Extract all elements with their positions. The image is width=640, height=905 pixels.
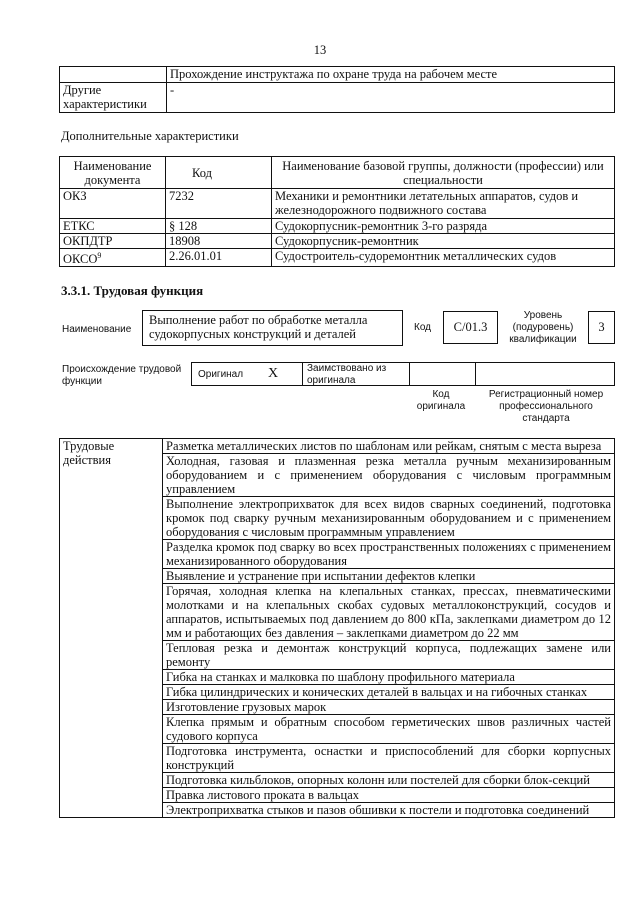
doc-name: ОКСО — [63, 252, 98, 267]
function-code-value: C/01.3 — [453, 320, 488, 334]
function-name-label: Наименование — [62, 324, 132, 335]
labor-action-item: Разметка металлических листов по шаблонам или рейкам, снятым с места выреза — [163, 439, 615, 454]
function-name-box — [142, 310, 403, 346]
borrowed-label: Заимствовано из оригинала — [307, 363, 387, 386]
origin-table — [191, 362, 615, 386]
code-cell: 18908 — [166, 234, 272, 249]
origin-label: Происхождение трудовой функции — [62, 364, 182, 387]
origin-divider-2 — [409, 363, 410, 385]
labor-action-item: Выявление и устранение при испытании дефектов клепки — [163, 569, 615, 584]
labor-actions-table — [59, 438, 615, 818]
labor-action-item: Электроприхватка стыков и пазов обшивки к постели и подготовка соединений — [163, 803, 615, 818]
labor-action-item: Гибка цилиндрических и конических деталей в вальцах и на гибочных станках — [163, 685, 615, 700]
other-characteristics-value: - — [167, 83, 615, 113]
function-name-value: Выполнение работ по обработке металла судокорпусных конструкций и деталей — [149, 313, 368, 341]
labor-actions-label: Трудовые действия — [60, 439, 163, 818]
labor-action-item: Гибка на станках и малковка по шаблону профильного материала — [163, 670, 615, 685]
code-cell: § 128 — [166, 219, 272, 234]
page-number: 13 — [313, 43, 327, 57]
extra-characteristics-heading: Дополнительные характеристики — [61, 129, 239, 143]
doc-cell: ОКПДТР — [60, 234, 166, 249]
labor-action-item: Подготовка инструмента, оснастки и приспособлений для сборки корпусных конструкций — [163, 744, 615, 773]
header-code: Код — [166, 157, 272, 189]
doc-cell: ОКЗ — [60, 189, 166, 219]
code-cell: 7232 — [166, 189, 272, 219]
qualification-level-box — [588, 311, 615, 344]
origin-divider-1 — [302, 363, 303, 385]
qualification-level-value: 3 — [598, 320, 605, 334]
name-cell: Механики и ремонтники летательных аппаратов, судов и железнодорожного подвижного состава — [272, 189, 615, 219]
original-label: Оригинал — [198, 369, 244, 380]
top-table — [59, 66, 615, 113]
original-code-caption: Код оригинала — [416, 389, 466, 412]
top-table-empty-cell — [60, 67, 167, 83]
original-mark: X — [268, 366, 279, 381]
origin-divider-3 — [475, 363, 476, 385]
registration-number-caption: Регистрационный номер профессионального стандарта — [488, 389, 604, 424]
labor-action-item: Изготовление грузовых марок — [163, 700, 615, 715]
section-title: 3.3.1. Трудовая функция — [61, 283, 204, 298]
labor-action-item: Подготовка кильблоков, опорных колонн или постелей для сборки блок-секций — [163, 773, 615, 788]
name-cell: Судостроитель-судоремонтник металлических судов — [272, 249, 615, 267]
footnote-mark: 9 — [97, 251, 102, 260]
labor-action-item: Холодная, газовая и плазменная резка металла ручным механизированным оборудованием и с применением оборудования с числовым программным управлением — [163, 454, 615, 497]
function-code-label: Код — [414, 322, 432, 333]
labor-action-item: Тепловая резка и демонтаж конструкций корпуса, подлежащих замене или ремонту — [163, 641, 615, 670]
qualification-level-label: Уровень (подуровень) квалификации — [509, 310, 577, 345]
function-code-box — [443, 311, 498, 344]
header-group-name: Наименование базовой группы, должности (профессии) или специальности — [272, 157, 615, 189]
name-cell: Судокорпусник-ремонтник 3-го разряда — [272, 219, 615, 234]
other-characteristics-label: Другие характеристики — [60, 83, 167, 113]
labor-action-item: Правка листового проката в вальцах — [163, 788, 615, 803]
header-document: Наименование документа — [60, 157, 166, 189]
extra-characteristics-table — [59, 156, 615, 267]
labor-action-item: Клепка прямым и обратным способом герметических швов различных частей судового корпуса — [163, 715, 615, 744]
doc-cell: ЕТКС — [60, 219, 166, 234]
doc-cell — [60, 249, 166, 267]
top-table-row1-value: Прохождение инструктажа по охране труда на рабочем месте — [167, 67, 615, 83]
code-cell: 2.26.01.01 — [166, 249, 272, 267]
labor-action-item: Разделка кромок под сварку во всех пространственных положениях с применением механизированного оборудования — [163, 540, 615, 569]
labor-action-item: Выполнение электроприхваток для всех видов сварных соединений, подготовка кромок под сварку ручным механизированным оборудованием и с применением оборудования с числовым программным управлением — [163, 497, 615, 540]
labor-action-item: Горячая, холодная клепка на клепальных станках, прессах, пневматическими молотками и на клепальных скобах судовых металлоконструкций, сосудов и аппаратов, испытываемых под давлением до 800 кПа, заклепками диаметром до 12 мм и работающих без давления – заклепками диаметром до 22 мм — [163, 584, 615, 641]
name-cell: Судокорпусник-ремонтник — [272, 234, 615, 249]
